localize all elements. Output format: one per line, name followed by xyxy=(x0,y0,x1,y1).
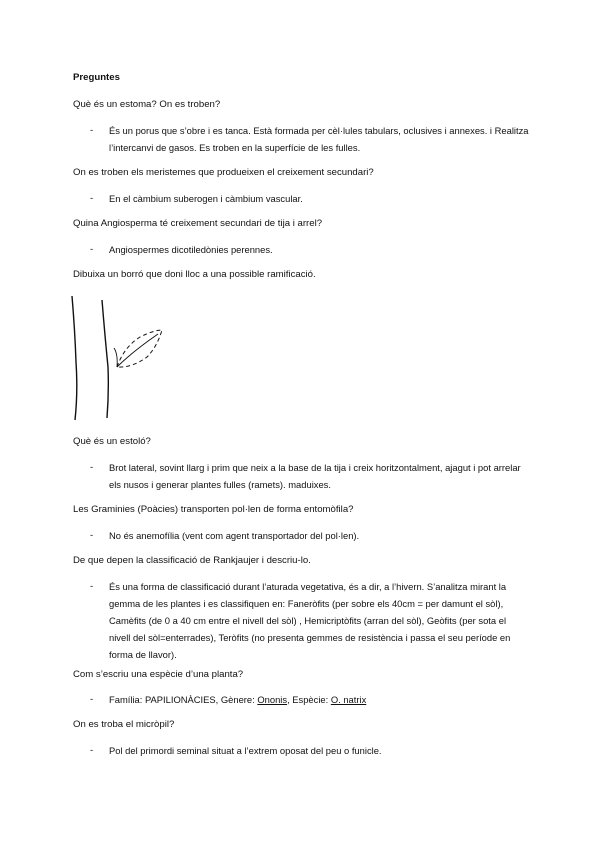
question-raunkiaer: De que depen la classificació de Rankjaujer i descriu-lo. xyxy=(73,555,311,566)
answer-raunkiaer: És una forma de classificació durant l’aturada vegetativa, és a dir, a l’hivern. S’analitza mirant la gemma de les plantes i es classifiquen en: Faneròfits (per sobre els 40cm = per damunt el sòl), Camèfits (de 0 a 40 cm entre el nivell del sòl) , Hemicriptòfits (arran del sòl), Geòfits (per sota el nivell del sòl=enterrades), Teròfits (no presenta gemmes de resistència i passa el seu període en forma de llavor). xyxy=(109,581,511,660)
genere-label: , Gènere: xyxy=(215,694,258,705)
bud-stalk xyxy=(114,348,117,367)
bullet-dash: - xyxy=(90,125,94,136)
bullet-dash: - xyxy=(90,193,94,204)
bud-sketch xyxy=(62,292,172,422)
answer-angiosperm: Angiospermes dicotiledònies perennes. xyxy=(109,244,273,255)
question-species: Com s’escriu una espècie d’una planta? xyxy=(73,669,244,680)
answer-species xyxy=(109,691,529,708)
stem-right-line xyxy=(102,300,108,418)
answer-meristems: En el càmbium suberogen i càmbium vascular. xyxy=(109,193,303,204)
genere-value: Ononis xyxy=(257,694,288,705)
stem-left-line xyxy=(72,296,77,420)
question-stolon: Què és un estoló? xyxy=(73,436,151,447)
question-graminies: Les Graminies (Poàcies) transporten pol·len de forma entomòfila? xyxy=(73,504,354,515)
question-angiosperm: Quina Angiosperma té creixement secundari de tija i arrel? xyxy=(73,218,323,229)
familia-value: PAPILIONÀCIES xyxy=(144,694,216,705)
answer-graminies: No és anemofília (vent com agent transportador del pol·len). xyxy=(109,530,360,541)
especie-value: O. natrix xyxy=(330,694,367,705)
question-micropyle: On es troba el micròpil? xyxy=(73,719,175,730)
answer-stolon: Brot lateral, sovint llarg i prim que neix a la base de la tija i creix horitzontalment, ajagut i pot arrelar els nusos i generar plantes fulles (ramets). maduixes. xyxy=(109,462,521,490)
question-stoma: Què és un estoma? On es troben? xyxy=(73,99,221,110)
bullet-dash: - xyxy=(90,694,94,705)
bullet-dash: - xyxy=(90,462,94,473)
especie-label: , Espècie: xyxy=(287,694,331,705)
bullet-dash: - xyxy=(90,244,94,255)
bullet-dash: - xyxy=(90,745,94,756)
question-meristems: On es troben els meristemes que produeixen el creixement secundari? xyxy=(73,167,374,178)
bullet-dash: - xyxy=(90,530,94,541)
question-drawing: Dibuixa un borró que doni lloc a una possible ramificació. xyxy=(73,269,316,280)
answer-micropyle: Pol del primordi seminal situat a l’extrem oposat del peu o funicle. xyxy=(109,745,382,756)
page-title: Preguntes xyxy=(73,72,120,83)
answer-stoma: És un porus que s’obre i es tanca. Està formada per cèl·lules tabulars, oclusives i annexes. i Realitza l’intercanvi de gasos. Es troben en la superfície de les fulles. xyxy=(109,125,529,153)
bullet-dash: - xyxy=(90,581,94,592)
familia-label: Família: xyxy=(109,694,145,705)
